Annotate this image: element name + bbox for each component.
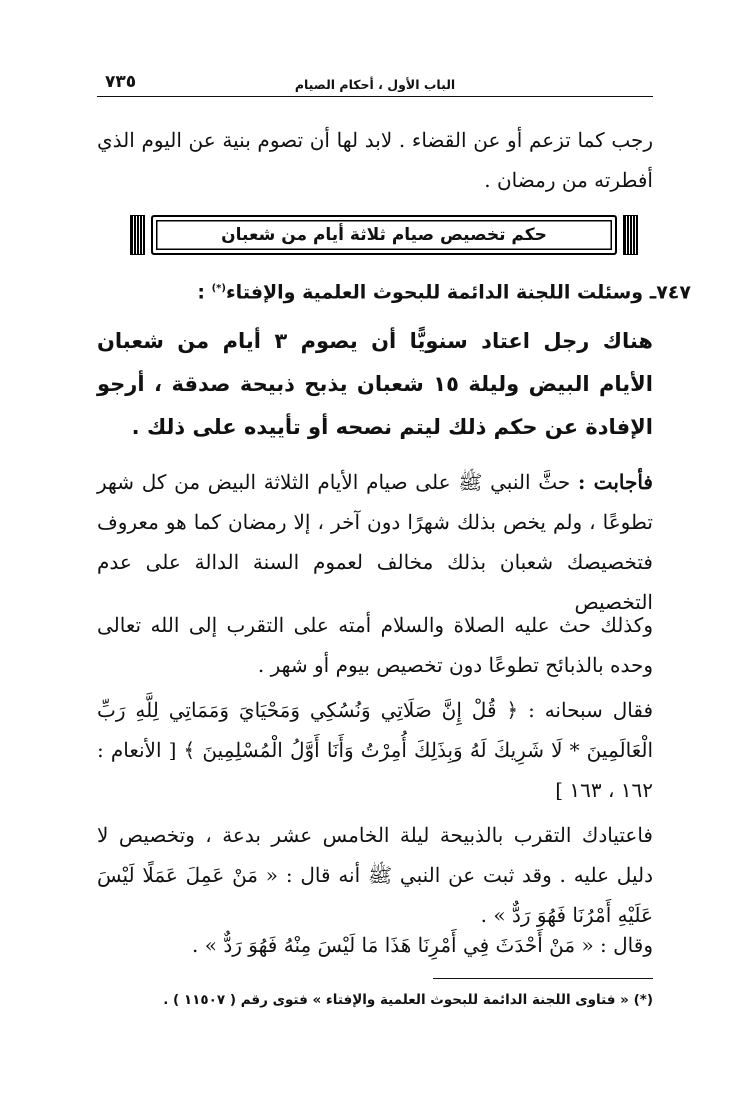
footnote: (*) « فتاوى اللجنة الدائمة للبحوث العلمية والإفتاء » فتوى رقم ( ١١٥٠٧ ) .: [163, 992, 653, 1008]
verse-paragraph: [97, 690, 653, 810]
heading-colon: :: [197, 281, 205, 304]
chapter-title: الباب الأول ، أحكام الصيام: [294, 77, 456, 92]
paragraph-4: وقال : « مَنْ أَحْدَثَ فِي أَمْرِنَا هَذَا مَا لَيْسَ مِنْهُ فَهُوَ رَدٌّ » .: [192, 933, 653, 957]
banner-ornament-left: [130, 215, 145, 255]
footnote-marker: (*): [211, 283, 226, 294]
answer-lead: فأجابت :: [577, 470, 653, 494]
page-number: ٧٣٥: [105, 72, 137, 92]
intro-paragraph: رجب كما تزعم أو عن القضاء . لابد لها أن تصوم بنية عن اليوم الذي أفطرته من رمضان .: [97, 128, 653, 192]
fatwa-heading: [97, 272, 691, 309]
paragraph-3: فاعتيادك التقرب بالذبيحة ليلة الخامس عشر بدعة ، وتخصيص لا دليل عليه . وقد ثبت عن النبي ﷺ أنه قال : « مَنْ عَمِلَ عَمَلًا لَيْسَ عَلَيْهِ أَمْرُنَا فَهُوَ رَدٌّ » .: [97, 823, 653, 927]
section-title: حكم تخصيص صيام ثلاثة أيام من شعبان: [221, 225, 547, 245]
fatwa-number: ٧٤٧ـ: [649, 281, 691, 304]
quran-verse: ﴿ قُلْ إِنَّ صَلَاتِي وَنُسُكِي وَمَحْيَايَ وَمَمَاتِي لِلَّهِ رَبِّ الْعَالَمِينَ * لَا شَرِيكَ لَهُ وَبِذَلِكَ أُمِرْتُ وَأَنَا أَوَّلُ الْمُسْلِمِينَ ﴾: [97, 698, 653, 762]
section-banner: [130, 215, 638, 255]
fatwa-heading-text: وسئلت اللجنة الدائمة للبحوث العلمية والإفتاء: [225, 281, 644, 304]
footnote-divider: [433, 978, 653, 979]
answer-paragraph: [97, 462, 653, 622]
verse-lead: فقال سبحانه :: [528, 698, 654, 722]
question-text: هناك رجل اعتاد سنويًّا أن يصوم ٣ أيام من شعبان الأيام البيض وليلة ١٥ شعبان يذبح ذبيحة صدقة ، أرجو الإفادة عن حكم ذلك ليتم نصحه أو تأييده على ذلك .: [97, 329, 653, 439]
banner-frame: [151, 215, 617, 255]
paragraph-2: وكذلك حث عليه الصلاة والسلام أمته على التقرب إلى الله تعالى وحده بالذبائح تطوعًا دون تخصيص بيوم أو شهر .: [97, 613, 653, 677]
answer-text: حثَّ النبي ﷺ على صيام الأيام الثلاثة البيض من كل شهر تطوعًا ، ولم يخص بذلك شهرًا دون آخر ، إلا رمضان كما هو معروف فتخصيصك شعبان بذلك مخالف لعموم السنة الدالة على عدم التخصيص: [97, 470, 653, 614]
running-header: [97, 70, 653, 97]
verse-reference: [ الأنعام : ١٦٢ ، ١٦٣ ]: [97, 738, 653, 802]
banner-ornament-right: [623, 215, 638, 255]
